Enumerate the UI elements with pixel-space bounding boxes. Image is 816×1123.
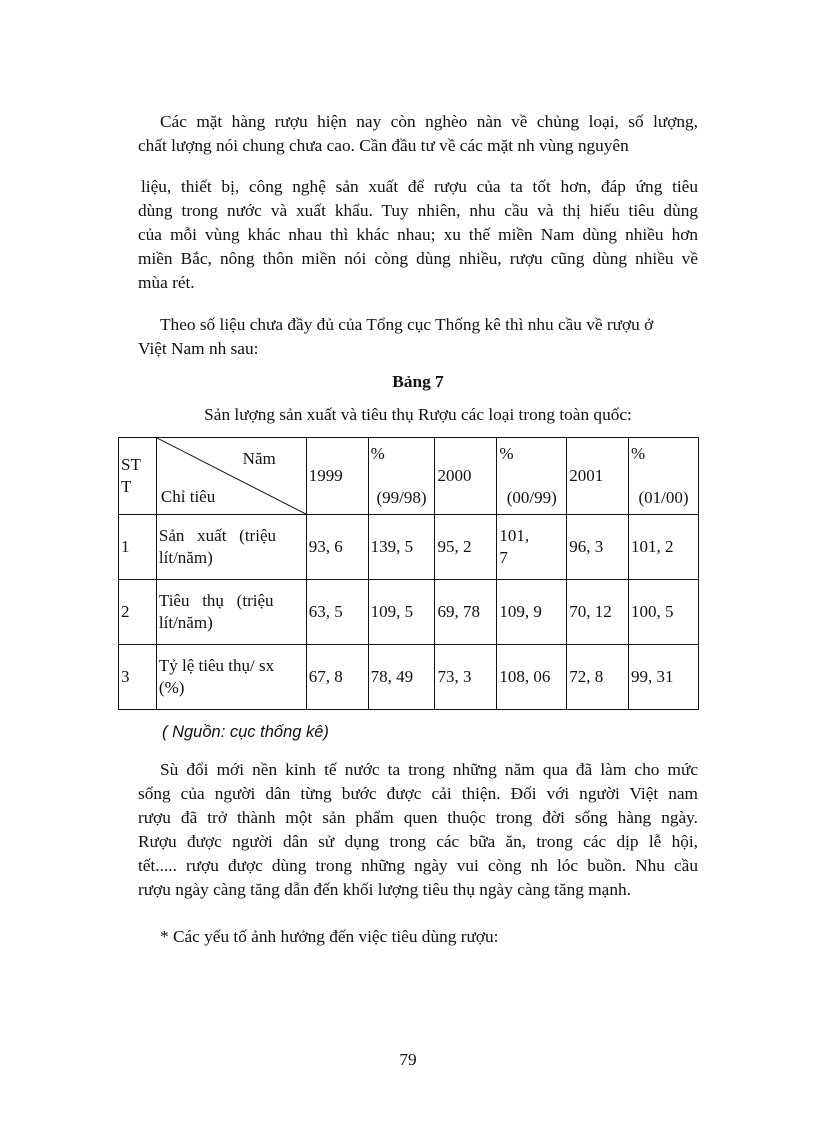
cell-label-line: Sản xuất (triệu <box>158 526 276 545</box>
paragraph-line: liệu, thiết bị, công nghệ sản xuất để rượu của ta tốt hơn, đáp ứng tiêu <box>141 177 698 196</box>
cell-pct-line: 101, <box>499 526 530 545</box>
cell-2001: 72, 8 <box>567 645 629 710</box>
paragraph-line: Sù đổi mới nền kinh tế nước ta trong những năm qua đã làm cho mức <box>160 760 698 779</box>
cell-label <box>156 645 306 710</box>
paragraph-line: sống của người dân từng bước được cải thiện. Đối với người Việt nam <box>138 784 698 803</box>
paragraph-line: tết..... rượu được dùng trong những ngày vui còng nh lóc buồn. Nhu cầu <box>138 856 698 875</box>
page-number: 79 <box>399 1050 417 1069</box>
cell-pct-2: 108, 06 <box>497 645 567 710</box>
cell-label <box>156 515 306 580</box>
header-pct-symbol: % <box>499 444 514 463</box>
data-table <box>118 437 699 710</box>
header-pct-ratio: (01/00) <box>638 488 689 507</box>
table-row <box>119 645 699 710</box>
header-pct-symbol: % <box>631 444 646 463</box>
cell-stt: 1 <box>119 515 157 580</box>
paragraph-1 <box>138 110 698 158</box>
paragraph-line: Rượu được người dân sử dụng trong các bữa ăn, trong các dịp lễ hội, <box>138 832 698 851</box>
paragraph-line: mùa rét. <box>138 273 195 292</box>
header-2000: 2000 <box>435 438 497 515</box>
header-2001: 2001 <box>567 438 629 515</box>
paragraph-2 <box>138 175 698 295</box>
header-pct-3 <box>629 438 699 515</box>
header-pct-2 <box>497 438 567 515</box>
paragraph-line: rượu đã trở thành một sản phẩm quen thuộc trong đời sống hàng ngày. <box>138 808 698 827</box>
paragraph-line: Theo số liệu chưa đầy đủ của Tổng cục Thống kê thì nhu cầu về rượu ở <box>160 315 654 334</box>
header-nam: Năm <box>242 449 276 468</box>
cell-pct-2 <box>497 515 567 580</box>
cell-label-line: lít/năm) <box>158 613 213 632</box>
paragraph-line: của mỗi vùng khác nhau thì khác nhau; xu thế miền Nam dùng nhiều hơn <box>138 225 698 244</box>
cell-stt: 2 <box>119 580 157 645</box>
header-chi-tieu: Chỉ tiêu <box>160 487 216 506</box>
cell-pct-1: 78, 49 <box>368 645 435 710</box>
cell-label <box>156 580 306 645</box>
cell-label-line: (%) <box>158 678 185 697</box>
header-pct-1 <box>368 438 435 515</box>
table-source: ( Nguồn: cục thống kê) <box>162 723 329 741</box>
table-caption: Sản lượng sản xuất và tiêu thụ Rượu các loại trong toàn quốc: <box>204 405 632 424</box>
cell-stt: 3 <box>119 645 157 710</box>
cell-label-line: Tiêu thụ (triệu <box>158 591 274 610</box>
header-pct-ratio: (99/98) <box>376 488 427 507</box>
header-stt-line: T <box>121 477 132 496</box>
cell-pct-3: 101, 2 <box>629 515 699 580</box>
cell-label-line: lít/năm) <box>158 548 213 567</box>
paragraph-line: rượu ngày càng tăng dẫn đến khối lượng tiêu thụ ngày càng tăng mạnh. <box>138 880 631 899</box>
cell-2000: 69, 78 <box>435 580 497 645</box>
table-title: Bảng 7 <box>392 372 444 391</box>
cell-2000: 73, 3 <box>435 645 497 710</box>
cell-pct-3: 99, 31 <box>629 645 699 710</box>
paragraph-line: chất lượng nói chung chưa cao. Cần đầu tư về các mặt nh vùng nguyên <box>138 136 629 155</box>
paragraph-4 <box>138 758 698 902</box>
cell-pct-line: 7 <box>499 548 508 567</box>
cell-1999: 93, 6 <box>306 515 368 580</box>
table-header-row <box>119 438 699 515</box>
cell-pct-3: 100, 5 <box>629 580 699 645</box>
header-1999: 1999 <box>306 438 368 515</box>
paragraph-3 <box>138 313 698 361</box>
cell-label-line: Tỷ lệ tiêu thụ/ sx <box>158 656 275 675</box>
cell-2000: 95, 2 <box>435 515 497 580</box>
header-pct-ratio: (00/99) <box>506 488 557 507</box>
cell-2001: 70, 12 <box>567 580 629 645</box>
cell-1999: 63, 5 <box>306 580 368 645</box>
cell-pct-2: 109, 9 <box>497 580 567 645</box>
cell-pct-1: 109, 5 <box>368 580 435 645</box>
paragraph-line: miền Bắc, nông thôn miền nói còng dùng nhiều, rượu cũng dùng nhiều về <box>138 249 698 268</box>
cell-pct-1: 139, 5 <box>368 515 435 580</box>
paragraph-line: dùng trong nước và xuất khẩu. Tuy nhiên, nhu cầu và thị hiếu tiêu dùng <box>138 201 698 220</box>
paragraph-5 <box>138 925 698 949</box>
paragraph-line: Các mặt hàng rượu hiện nay còn nghèo nàn về chủng loại, số lượng, <box>160 112 698 131</box>
header-diagonal-cell <box>156 438 306 515</box>
header-pct-symbol: % <box>370 444 385 463</box>
cell-1999: 67, 8 <box>306 645 368 710</box>
paragraph-line: * Các yếu tố ảnh hưởng đến việc tiêu dùng rượu: <box>160 927 499 946</box>
cell-2001: 96, 3 <box>567 515 629 580</box>
table-row <box>119 515 699 580</box>
table-row <box>119 580 699 645</box>
paragraph-line: Việt Nam nh sau: <box>138 339 259 358</box>
header-stt-line: ST <box>121 455 141 474</box>
header-stt <box>119 438 157 515</box>
